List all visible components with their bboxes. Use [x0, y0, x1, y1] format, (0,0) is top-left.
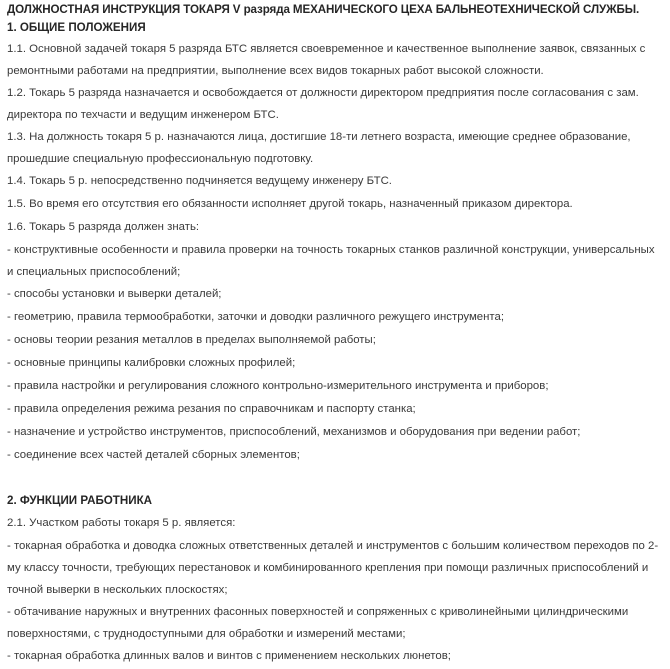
section-spacer	[7, 467, 664, 490]
list-item-knowledge: - конструктивные особенности и правила проверки на точность токарных станков различной конструкции, универсальных и специальных приспособлений;	[7, 244, 655, 278]
paragraph-1-6: 1.6. Токарь 5 разряда должен знать:	[7, 221, 200, 233]
section-heading-functions: 2. ФУНКЦИИ РАБОТНИКА	[7, 494, 153, 507]
list-item-knowledge: - правила настройки и регулирования сложного контрольно-измерительного инструмента и приборов;	[7, 380, 549, 392]
list-item-knowledge: - основы теории резания металлов в пределах выполняемой работы;	[7, 334, 376, 346]
list-item-knowledge: - основные принципы калибровки сложных профилей;	[7, 357, 296, 369]
list-item-knowledge: - геометрию, правила термообработки, заточки и доводки различного режущего инструмента;	[7, 311, 505, 323]
section-heading-general: 1. ОБЩИЕ ПОЛОЖЕНИЯ	[7, 21, 146, 34]
list-item-knowledge: - назначение и устройство инструментов, приспособлений, механизмов и оборудования при ведении работ;	[7, 426, 581, 438]
list-item-knowledge: - правила определения режима резания по справочникам и паспорту станка;	[7, 403, 416, 415]
paragraph-1-3: 1.3. На должность токаря 5 р. назначаются лица, достигшие 18-ти летнего возраста, имеющие среднее образование, прошедшие специальную профессиональную подготовку.	[7, 131, 631, 165]
paragraph-1-1: 1.1. Основной задачей токаря 5 разряда БТС является своевременное и качественное выполнение заявок, связанных с ремонтными работами на предприятии, выполнение всех видов токарных работ высокой сложности.	[7, 43, 646, 77]
paragraph-1-4: 1.4. Токарь 5 р. непосредственно подчиняется ведущему инженеру БТС.	[7, 175, 392, 187]
paragraph-2-1: 2.1. Участком работы токаря 5 р. является:	[7, 517, 236, 529]
list-item-function: - токарная обработка и доводка сложных ответственных деталей и инструментов с большим количеством переходов по 2-му классу точности, требующих перестановок и комбинированного крепления при помощи различных приспособлений и точной выверки в нескольких плоскостях;	[7, 540, 659, 596]
document-title: ДОЛЖНОСТНАЯ ИНСТРУКЦИЯ ТОКАРЯ V разряда МЕХАНИЧЕСКОГО ЦЕХА БАЛЬНЕОТЕХНИЧЕСКОЙ СЛУЖБЫ.	[7, 3, 640, 16]
list-item-knowledge: - способы установки и выверки деталей;	[7, 288, 222, 300]
list-item-knowledge: - соединение всех частей деталей сборных элементов;	[7, 449, 300, 461]
paragraph-1-5: 1.5. Во время его отсутствия его обязанности исполняет другой токарь, назначенный приказом директора.	[7, 198, 573, 210]
list-item-function: - обтачивание наружных и внутренних фасонных поверхностей и сопряженных с криволинейными цилиндрическими поверхностями, с труднодоступными для обработки и измерений местами;	[7, 606, 629, 640]
list-item-function: - токарная обработка длинных валов и винтов с применением нескольких люнетов;	[7, 650, 451, 662]
paragraph-1-2: 1.2. Токарь 5 разряда назначается и освобождается от должности директором предприятия после согласования с зам. директора по техчасти и ведущим инженером БТС.	[7, 87, 639, 121]
